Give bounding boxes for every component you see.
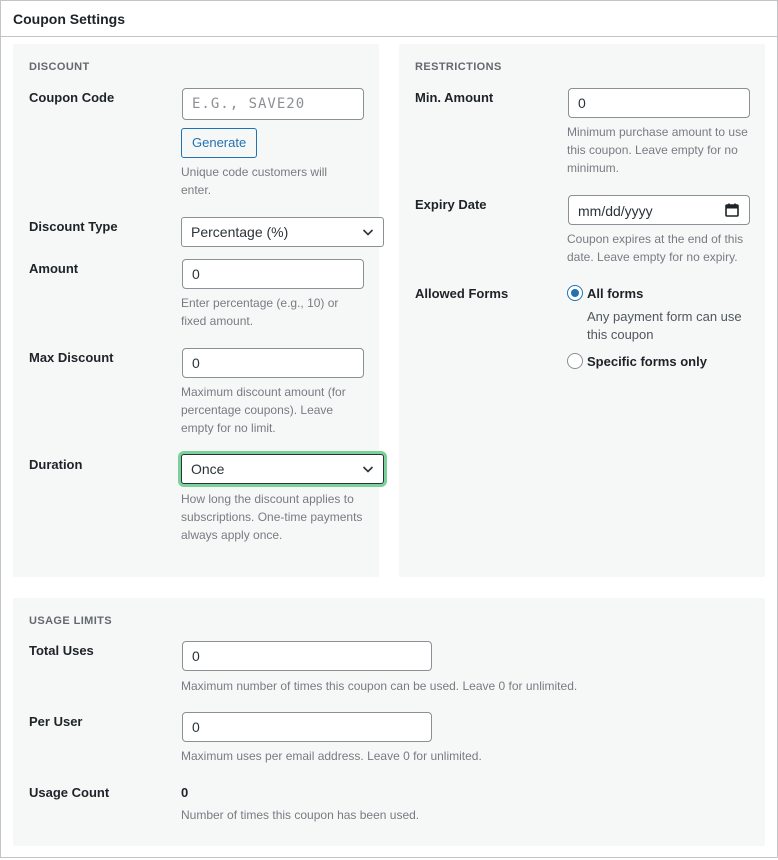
per-user-help: Maximum uses per email address. Leave 0 for unlimited. [181, 749, 482, 763]
radio-all-forms-input[interactable] [567, 285, 583, 301]
discount-type-label: Discount Type [29, 219, 118, 234]
radio-specific-forms-input[interactable] [567, 353, 583, 369]
radio-specific-forms[interactable] [567, 353, 757, 373]
radio-specific-forms-label: Specific forms only [587, 354, 707, 369]
usage-count-label: Usage Count [29, 785, 110, 800]
all-forms-help: Any payment form can use this coupon [587, 309, 742, 342]
coupon-code-input[interactable] [182, 88, 364, 120]
total-uses-help: Maximum number of times this coupon can be used. Leave 0 for unlimited. [181, 679, 578, 693]
min-amount-input[interactable] [568, 88, 750, 118]
restrictions-panel [399, 44, 765, 577]
discount-panel [13, 44, 379, 577]
expiry-date-label: Expiry Date [415, 197, 487, 212]
duration-help: How long the discount applies to subscriptions. One-time payments always apply once. [181, 492, 363, 542]
usage-count-help: Number of times this coupon has been used. [181, 808, 420, 822]
expiry-date-placeholder: mm/dd/yyyy [578, 203, 653, 219]
expiry-date-input[interactable] [568, 195, 750, 225]
total-uses-label: Total Uses [29, 643, 94, 658]
radio-all-forms-label: All forms [587, 286, 644, 301]
duration-selected: Once [191, 461, 225, 477]
coupon-code-label: Coupon Code [29, 90, 115, 105]
duration-select[interactable] [181, 454, 384, 484]
amount-help: Enter percentage (e.g., 10) or fixed amount. [181, 296, 339, 328]
duration-label: Duration [29, 457, 83, 472]
usage-limits-panel [13, 598, 765, 846]
generate-button[interactable]: Generate [181, 128, 257, 158]
radio-all-forms[interactable] [567, 285, 757, 305]
max-discount-help: Maximum discount amount (for percentage coupons). Leave empty for no limit. [181, 385, 346, 435]
max-discount-input[interactable] [182, 348, 364, 378]
calendar-icon[interactable] [724, 202, 740, 218]
expiry-date-help: Coupon expires at the end of this date. Leave empty for no expiry. [567, 232, 744, 264]
chevron-down-icon [361, 225, 375, 239]
restrictions-section-title: RESTRICTIONS [415, 61, 502, 73]
per-user-input[interactable] [182, 712, 432, 742]
discount-type-selected: Percentage (%) [191, 224, 289, 240]
amount-label: Amount [29, 261, 79, 276]
usage-section-title: USAGE LIMITS [29, 615, 113, 627]
max-discount-label: Max Discount [29, 350, 114, 365]
amount-input[interactable] [182, 259, 364, 289]
usage-count-value: 0 [181, 785, 189, 800]
allowed-forms-label: Allowed Forms [415, 286, 509, 301]
min-amount-help: Minimum purchase amount to use this coupon. Leave empty for no minimum. [567, 125, 748, 175]
total-uses-input[interactable] [182, 641, 432, 671]
per-user-label: Per User [29, 714, 83, 729]
box-header [1, 1, 777, 37]
discount-section-title: DISCOUNT [29, 61, 90, 73]
discount-type-select[interactable] [181, 217, 384, 247]
coupon-code-help: Unique code customers will enter. [181, 165, 328, 197]
box-title: Coupon Settings [13, 11, 125, 27]
chevron-down-icon [361, 462, 375, 476]
min-amount-label: Min. Amount [415, 90, 494, 105]
